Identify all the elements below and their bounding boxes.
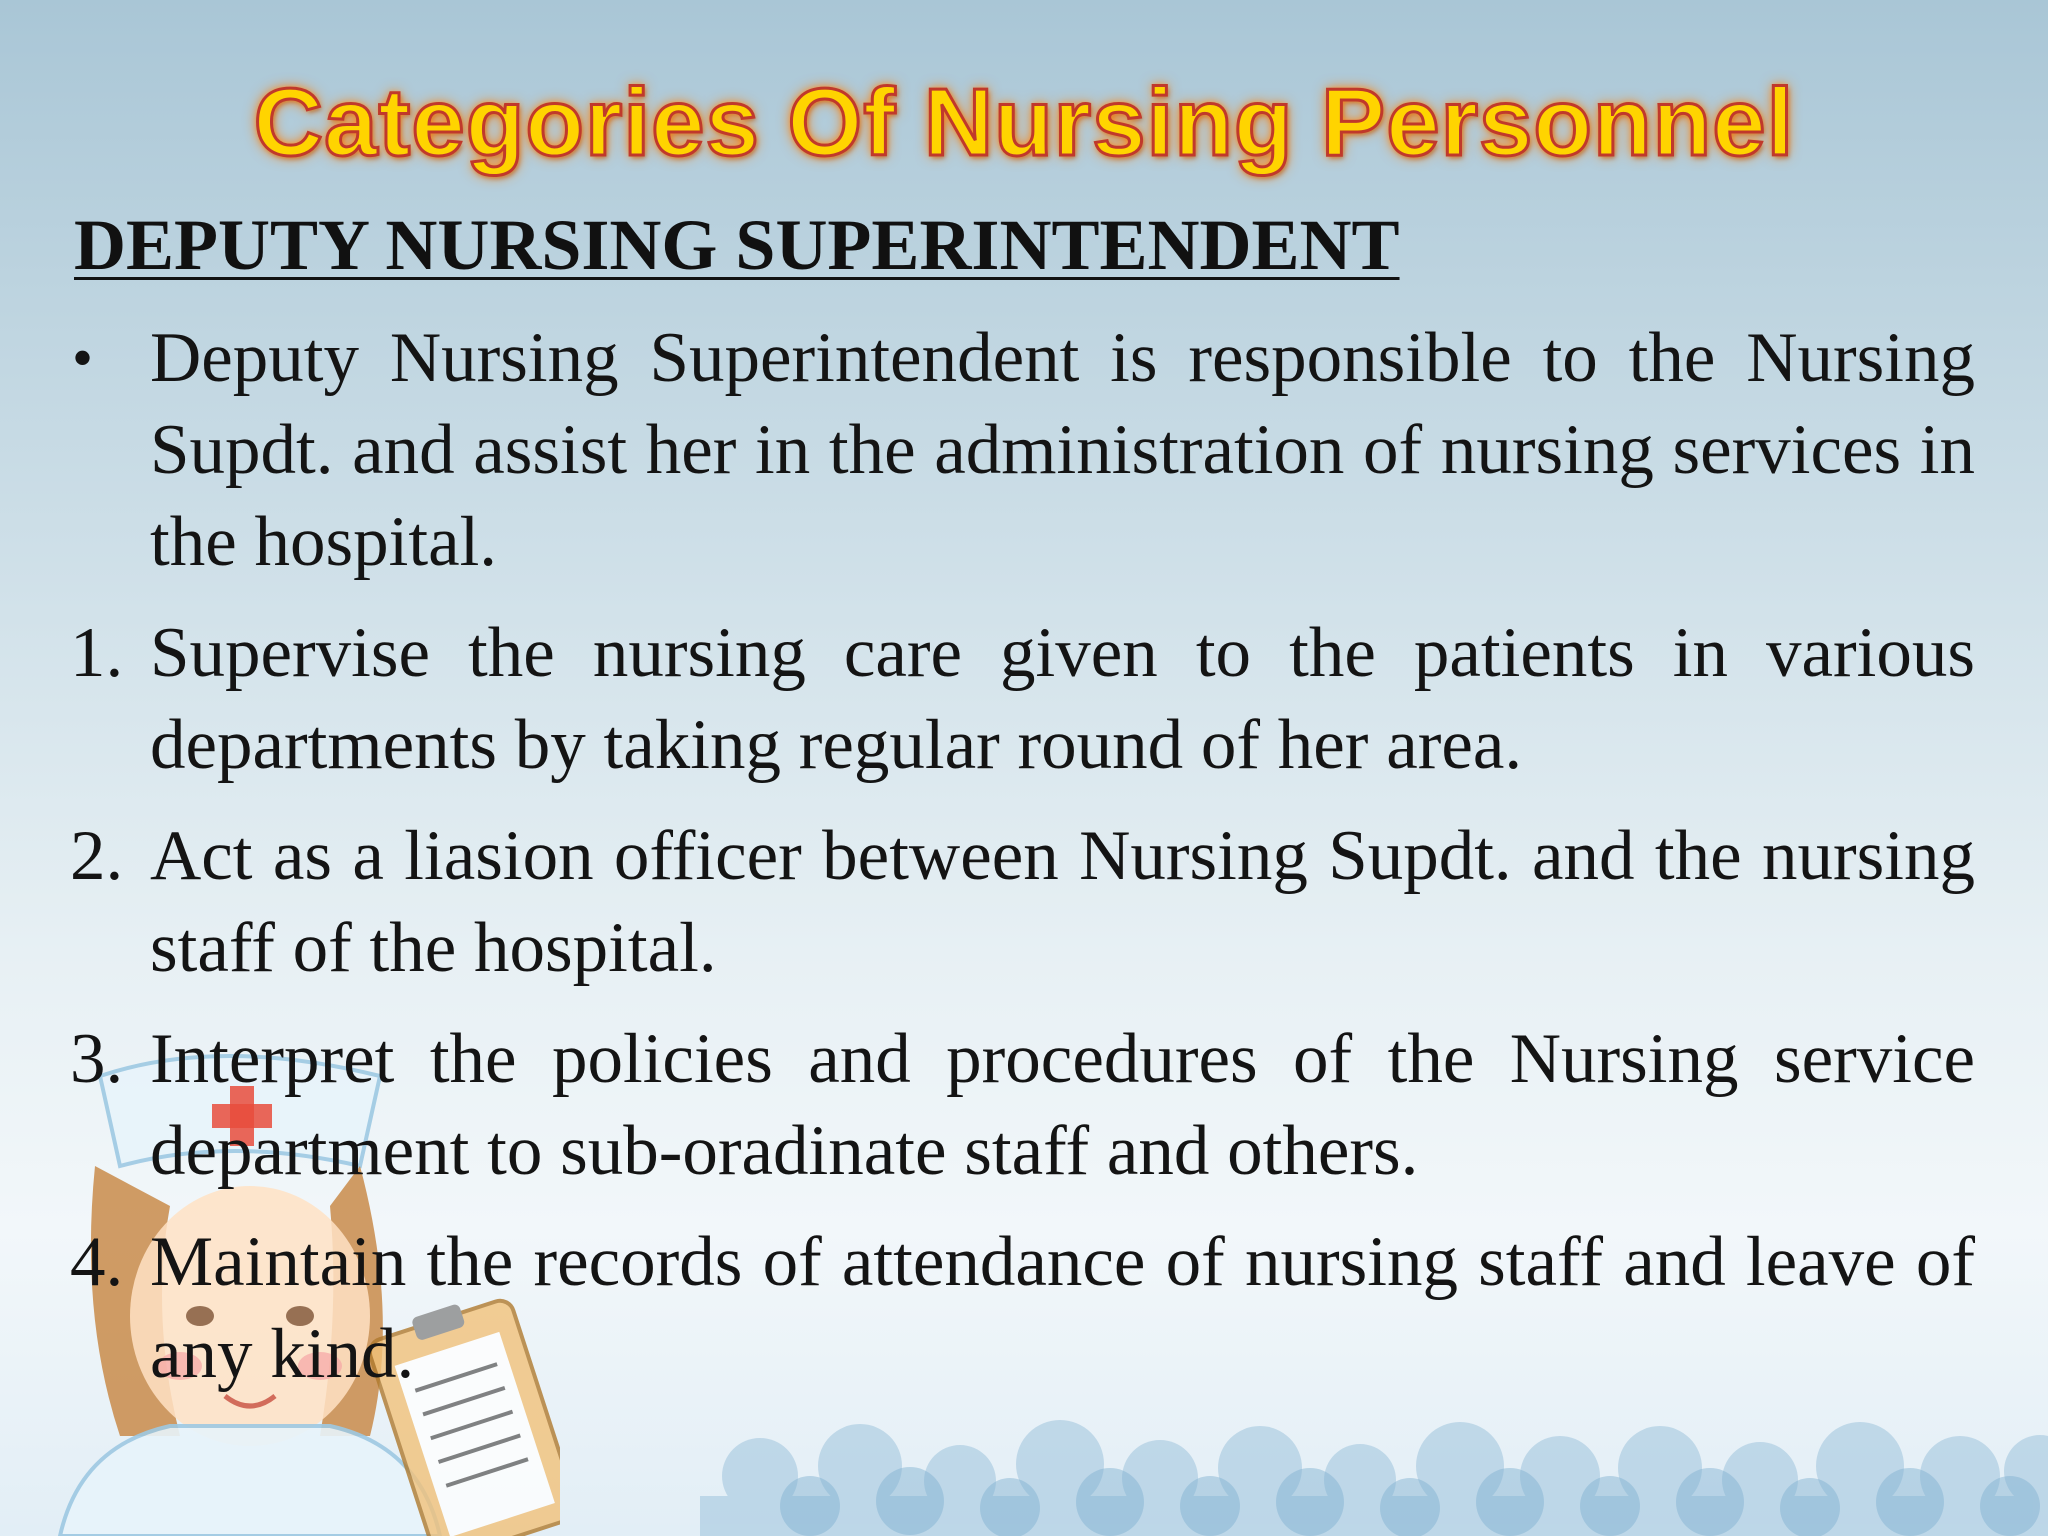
- list-item-text: Supervise the nursing care given to the patients in various departments by taking regular round of her area.: [150, 614, 1975, 784]
- list-item-2: [70, 810, 1975, 994]
- list-item-text: Maintain the records of attendance of nursing staff and leave of any kind.: [150, 1223, 1975, 1393]
- intro-text: Deputy Nursing Superintendent is responsible to the Nursing Supdt. and assist her in the administration of nursing services in the hospital.: [150, 319, 1975, 581]
- list-number: 1.: [70, 614, 124, 692]
- list-item-3: [70, 1013, 1975, 1197]
- list-number: 4.: [70, 1223, 124, 1301]
- section-heading: DEPUTY NURSING SUPERINTENDENT: [74, 205, 1400, 285]
- slide-body: [70, 312, 1975, 1419]
- list-item-text: Interpret the policies and procedures of the Nursing service department to sub-oradinate staff and others.: [150, 1020, 1975, 1190]
- list-item-text: Act as a liasion officer between Nursing Supdt. and the nursing staff of the hospital.: [150, 817, 1975, 987]
- bullet-marker: •: [72, 325, 94, 391]
- intro-bullet: [70, 312, 1975, 588]
- list-number: 3.: [70, 1020, 124, 1098]
- list-item-1: [70, 607, 1975, 791]
- slide-title: Categories Of Nursing Personnel: [253, 69, 1795, 176]
- list-item-4: [70, 1216, 1975, 1400]
- list-number: 2.: [70, 817, 124, 895]
